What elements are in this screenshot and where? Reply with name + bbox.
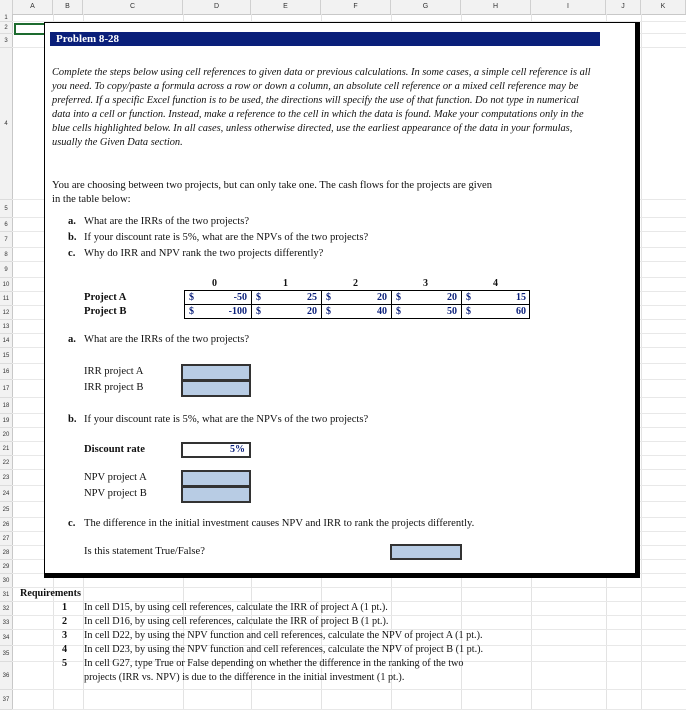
project-b-cashflow-3[interactable]: 50	[447, 306, 457, 317]
requirement-text: In cell D23, by using the NPV function and cell references, calculate the NPV of project B (1 pt.).	[84, 644, 484, 655]
column-header-h[interactable]: H	[461, 0, 531, 14]
npv-project-a-input[interactable]	[181, 470, 251, 487]
row-header-19[interactable]: 19	[0, 414, 12, 428]
section-b-text: If your discount rate is 5%, what are the NPVs of the two projects?	[84, 414, 369, 425]
row-header-6[interactable]: 6	[0, 218, 12, 232]
column-header-e[interactable]: E	[251, 0, 321, 14]
currency-symbol: $	[396, 306, 401, 317]
row-header-bar	[0, 14, 13, 710]
period-2: 2	[353, 278, 358, 289]
project-b-cashflow-1[interactable]: 20	[307, 306, 317, 317]
question-c-label: c.	[68, 248, 76, 259]
requirement-number: 2	[62, 616, 68, 627]
column-header-a[interactable]: A	[13, 0, 53, 14]
question-b-label: b.	[68, 232, 77, 243]
row-header-4[interactable]: 4	[0, 48, 12, 200]
row-header-35[interactable]: 35	[0, 646, 12, 662]
row-header-25[interactable]: 25	[0, 502, 12, 518]
currency-symbol: $	[256, 306, 261, 317]
instructions-text: Complete the steps below using cell references to given data or previous calculations. In some cases, a simple cell reference is all you need. To copy/paste a formula across a row or down a column, an absolute cell reference or a mixed cell reference may be preferred. If a specific Excel function is to be used, the directions will specify the use of that function. Do not type in numerical data into a cell or function. Instead, make a reference to the cell in which the data is found. Make your computations only in the blue cells highlighted below. In all cases, unless otherwise directed, use the earliest appearance of the data in your formulas, usually the Given Data section.	[52, 67, 591, 149]
row-header-5[interactable]: 5	[0, 200, 12, 218]
column-header-k[interactable]: K	[641, 0, 686, 14]
currency-symbol: $	[326, 306, 331, 317]
discount-rate-value: 5%	[230, 444, 245, 455]
gridline	[12, 689, 686, 690]
requirement-text: In cell D22, by using the NPV function and cell references, calculate the NPV of project A (1 pt.).	[84, 630, 483, 641]
npv-project-a-label: NPV project A	[84, 472, 147, 483]
project-a-cashflow-2[interactable]: 20	[377, 292, 387, 303]
row-header-13[interactable]: 13	[0, 320, 12, 334]
row-header-17[interactable]: 17	[0, 380, 12, 398]
row-header-22[interactable]: 22	[0, 456, 12, 470]
section-c-text: The difference in the initial investment causes NPV and IRR to rank the projects differently.	[84, 518, 475, 529]
period-4: 4	[493, 278, 498, 289]
currency-symbol: $	[189, 306, 194, 317]
project-a-cashflow-1[interactable]: 25	[307, 292, 317, 303]
question-b-text: If your discount rate is 5%, what are the NPVs of the two projects?	[84, 232, 369, 243]
project-b-cashflow-4[interactable]: 60	[516, 306, 526, 317]
row-header-33[interactable]: 33	[0, 616, 12, 630]
column-header-c[interactable]: C	[83, 0, 183, 14]
row-header-14[interactable]: 14	[0, 334, 12, 348]
gridline	[641, 14, 642, 710]
row-header-23[interactable]: 23	[0, 470, 12, 486]
select-all-corner[interactable]	[0, 0, 13, 14]
row-header-3[interactable]: 3	[0, 34, 12, 48]
section-c-label: c.	[68, 518, 76, 529]
column-header-b[interactable]: B	[53, 0, 83, 14]
section-a-label: a.	[68, 334, 76, 345]
section-b-label: b.	[68, 414, 77, 425]
project-a-cashflow-0[interactable]: -50	[233, 292, 247, 303]
currency-symbol: $	[466, 292, 471, 303]
row-header-26[interactable]: 26	[0, 518, 12, 532]
row-header-34[interactable]: 34	[0, 630, 12, 646]
requirement-text: projects (IRR vs. NPV) is due to the difference in the initial investment (1 pt.).	[84, 672, 405, 683]
row-header-29[interactable]: 29	[0, 560, 12, 574]
intro-text: You are choosing between two projects, but can only take one. The cash flows for the projects are given	[52, 180, 493, 191]
period-0: 0	[212, 278, 217, 289]
column-header-d[interactable]: D	[183, 0, 251, 14]
row-header-18[interactable]: 18	[0, 398, 12, 414]
requirement-text: In cell G27, type True or False depending on whether the difference in the ranking of the two	[84, 658, 464, 669]
row-header-36[interactable]: 36	[0, 662, 12, 690]
period-1: 1	[283, 278, 288, 289]
section-a-text: What are the IRRs of the two projects?	[84, 334, 250, 345]
requirements-heading: Requirements	[20, 588, 81, 599]
requirement-number: 1	[62, 602, 68, 613]
discount-rate-cell[interactable]	[181, 442, 251, 458]
row-header-28[interactable]: 28	[0, 546, 12, 560]
project-a-cashflow-3[interactable]: 20	[447, 292, 457, 303]
row-header-31[interactable]: 31	[0, 588, 12, 602]
true-false-question: Is this statement True/False?	[84, 546, 205, 557]
irr-project-a-label: IRR project A	[84, 366, 144, 377]
npv-project-b-label: NPV project B	[84, 488, 147, 499]
question-a-label: a.	[68, 216, 76, 227]
row-header-15[interactable]: 15	[0, 348, 12, 364]
requirement-number: 3	[62, 630, 68, 641]
row-header-1[interactable]: 1	[0, 14, 12, 22]
discount-rate-label: Discount rate	[84, 444, 145, 455]
column-header-j[interactable]: J	[606, 0, 641, 14]
currency-symbol: $	[466, 306, 471, 317]
project-a-cashflow-4[interactable]: 15	[516, 292, 526, 303]
row-header-7[interactable]: 7	[0, 232, 12, 248]
row-header-8[interactable]: 8	[0, 248, 12, 262]
row-header-30[interactable]: 30	[0, 574, 12, 588]
row-header-16[interactable]: 16	[0, 364, 12, 380]
column-header-bar	[0, 0, 686, 15]
problem-title: Problem 8-28	[50, 32, 600, 46]
question-c-text: Why do IRR and NPV rank the two projects differently?	[84, 248, 324, 259]
question-a-text: What are the IRRs of the two projects?	[84, 216, 250, 227]
intro-text-2: in the table below:	[52, 194, 131, 205]
currency-symbol: $	[256, 292, 261, 303]
row-header-2[interactable]: 2	[0, 22, 12, 34]
row-header-20[interactable]: 20	[0, 428, 12, 442]
project-b-cashflow-2[interactable]: 40	[377, 306, 387, 317]
project-a-label: Project A	[84, 292, 127, 303]
gridline	[12, 587, 686, 588]
row-header-27[interactable]: 27	[0, 532, 12, 546]
row-header-32[interactable]: 32	[0, 602, 12, 616]
currency-symbol: $	[189, 292, 194, 303]
true-false-input[interactable]	[390, 544, 462, 560]
currency-symbol: $	[326, 292, 331, 303]
column-header-f[interactable]: F	[321, 0, 391, 14]
row-header-9[interactable]: 9	[0, 262, 12, 278]
requirement-number: 5	[62, 658, 68, 669]
row-header-37[interactable]: 37	[0, 690, 12, 710]
currency-symbol: $	[396, 292, 401, 303]
requirement-text: In cell D16, by using cell references, calculate the IRR of project B (1 pt.).	[84, 616, 389, 627]
column-header-i[interactable]: I	[531, 0, 606, 14]
irr-project-a-input[interactable]	[181, 364, 251, 381]
row-header-24[interactable]: 24	[0, 486, 12, 502]
project-b-label: Project B	[84, 306, 127, 317]
row-header-11[interactable]: 11	[0, 292, 12, 306]
period-3: 3	[423, 278, 428, 289]
row-header-12[interactable]: 12	[0, 306, 12, 320]
row-header-10[interactable]: 10	[0, 278, 12, 292]
requirement-number: 4	[62, 644, 68, 655]
row-header-21[interactable]: 21	[0, 442, 12, 456]
irr-project-b-label: IRR project B	[84, 382, 144, 393]
project-b-cashflow-0[interactable]: -100	[228, 306, 247, 317]
column-header-g[interactable]: G	[391, 0, 461, 14]
requirement-text: In cell D15, by using cell references, calculate the IRR of project A (1 pt.).	[84, 602, 388, 613]
npv-project-b-input[interactable]	[181, 486, 251, 503]
irr-project-b-input[interactable]	[181, 380, 251, 397]
